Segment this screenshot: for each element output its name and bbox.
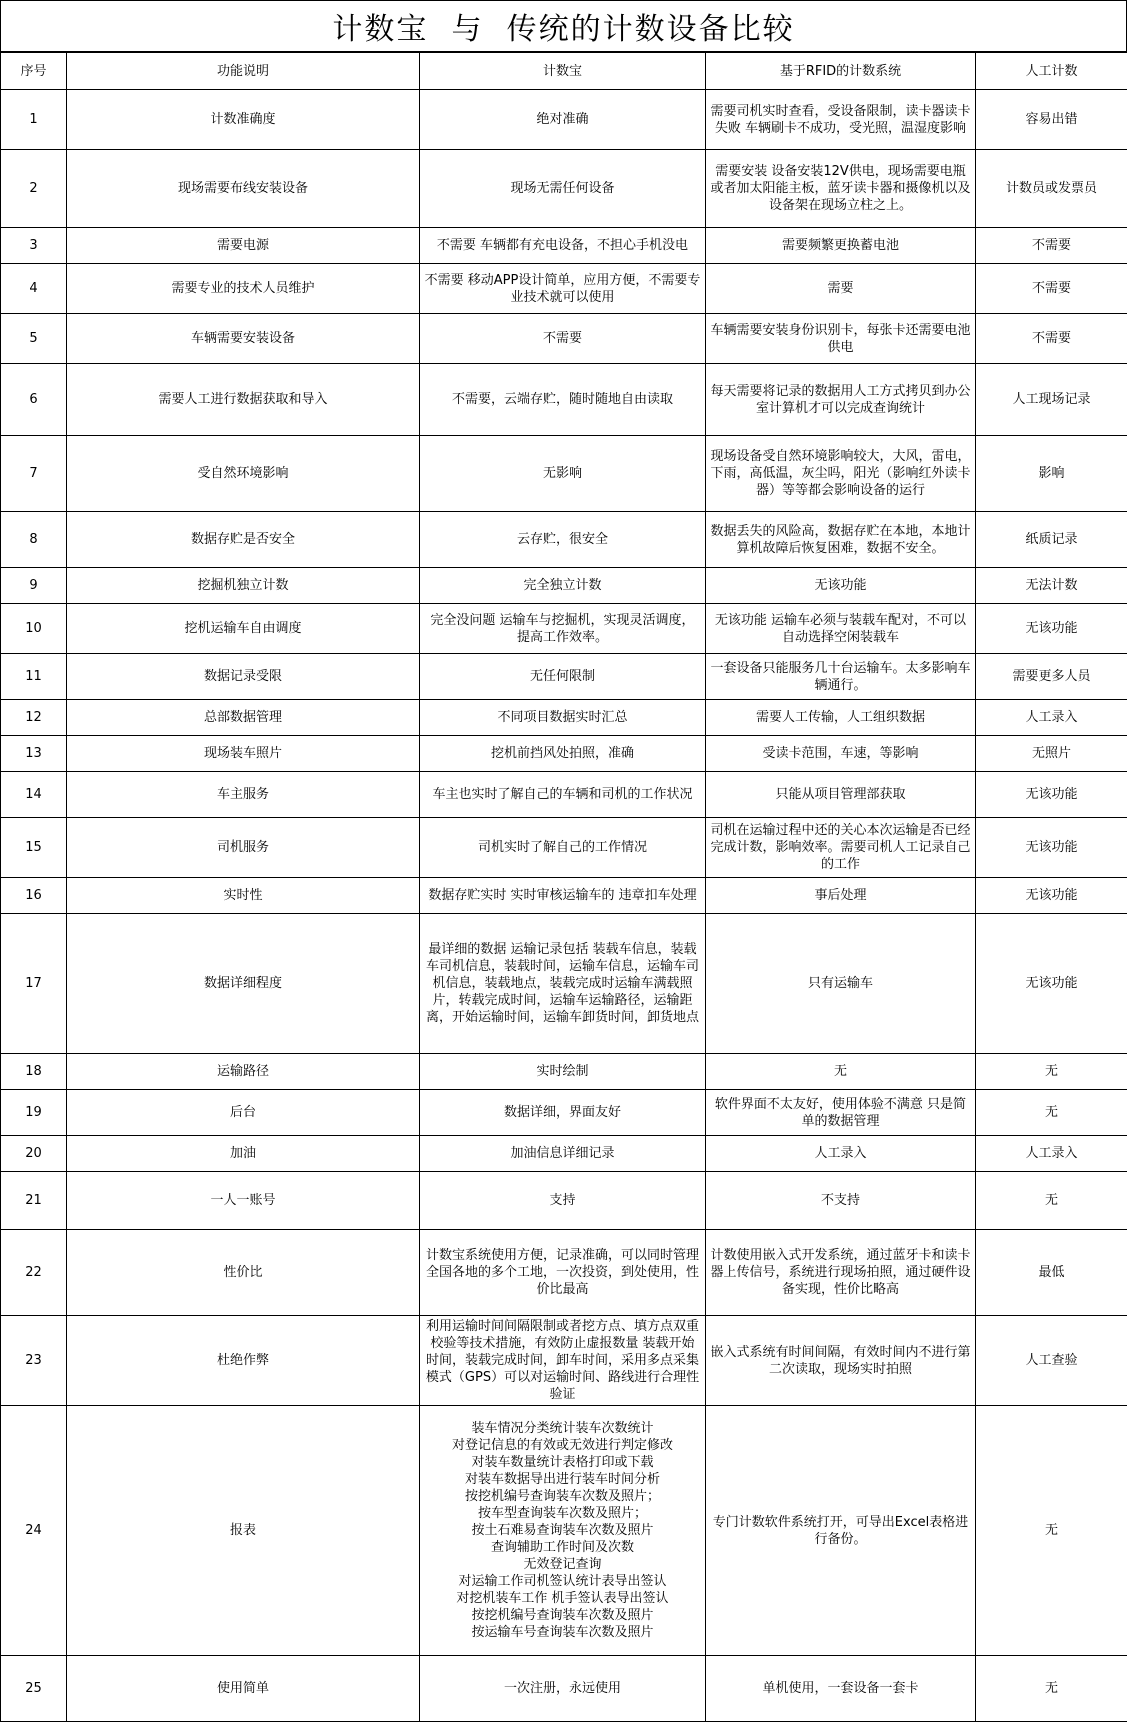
cell-manual: 无 bbox=[976, 1054, 1127, 1090]
cell-rfid: 需要人工传输，人工组织数据 bbox=[706, 700, 976, 736]
cell-no: 7 bbox=[1, 436, 67, 512]
cell-manual: 无该功能 bbox=[976, 878, 1127, 914]
table-row bbox=[1, 150, 1127, 228]
cell-rfid: 事后处理 bbox=[706, 878, 976, 914]
cell-rfid: 受读卡范围，车速，等影响 bbox=[706, 736, 976, 772]
cell-jishubao: 数据存贮实时 实时审核运输车的 违章扣车处理 bbox=[420, 878, 706, 914]
cell-jishubao: 不需要 移动APP设计简单，应用方便，不需要专业技术就可以使用 bbox=[420, 264, 706, 314]
cell-rfid: 软件界面不太友好，使用体验不满意 只是简单的数据管理 bbox=[706, 1090, 976, 1136]
header-row bbox=[1, 53, 1127, 90]
cell-manual: 最低 bbox=[976, 1230, 1127, 1316]
table-row bbox=[1, 1230, 1127, 1316]
cell-rfid: 只有运输车 bbox=[706, 914, 976, 1054]
cell-rfid: 车辆需要安装身份识别卡，每张卡还需要电池供电 bbox=[706, 314, 976, 364]
cell-no: 13 bbox=[1, 736, 67, 772]
cell-function: 总部数据管理 bbox=[67, 700, 420, 736]
cell-no: 23 bbox=[1, 1316, 67, 1406]
cell-function: 加油 bbox=[67, 1136, 420, 1172]
cell-jishubao: 一次注册，永远使用 bbox=[420, 1656, 706, 1722]
cell-no: 20 bbox=[1, 1136, 67, 1172]
cell-function: 计数准确度 bbox=[67, 90, 420, 150]
cell-function: 实时性 bbox=[67, 878, 420, 914]
cell-jishubao: 无任何限制 bbox=[420, 654, 706, 700]
cell-no: 2 bbox=[1, 150, 67, 228]
cell-jishubao: 数据详细，界面友好 bbox=[420, 1090, 706, 1136]
table-row bbox=[1, 314, 1127, 364]
table-row bbox=[1, 90, 1127, 150]
cell-manual: 无该功能 bbox=[976, 772, 1127, 818]
cell-manual: 人工现场记录 bbox=[976, 364, 1127, 436]
cell-no: 11 bbox=[1, 654, 67, 700]
cell-jishubao: 不同项目数据实时汇总 bbox=[420, 700, 706, 736]
cell-rfid: 单机使用，一套设备一套卡 bbox=[706, 1656, 976, 1722]
cell-jishubao: 挖机前挡风处拍照，准确 bbox=[420, 736, 706, 772]
cell-rfid: 计数使用嵌入式开发系统，通过蓝牙卡和读卡器上传信号，系统进行现场拍照，通过硬件设备实现，性价比略高 bbox=[706, 1230, 976, 1316]
cell-function: 需要专业的技术人员维护 bbox=[67, 264, 420, 314]
cell-function: 数据记录受限 bbox=[67, 654, 420, 700]
cell-function: 数据详细程度 bbox=[67, 914, 420, 1054]
table-row bbox=[1, 1316, 1127, 1406]
cell-no: 14 bbox=[1, 772, 67, 818]
page-title: 计数宝 与 传统的计数设备比较 bbox=[0, 0, 1127, 52]
cell-no: 16 bbox=[1, 878, 67, 914]
table-row bbox=[1, 772, 1127, 818]
header-jishubao: 计数宝 bbox=[420, 53, 706, 90]
cell-manual: 无 bbox=[976, 1406, 1127, 1656]
cell-function: 数据存贮是否安全 bbox=[67, 512, 420, 568]
cell-rfid: 每天需要将记录的数据用人工方式拷贝到办公室计算机才可以完成查询统计 bbox=[706, 364, 976, 436]
cell-manual: 人工录入 bbox=[976, 1136, 1127, 1172]
cell-no: 17 bbox=[1, 914, 67, 1054]
cell-rfid: 人工录入 bbox=[706, 1136, 976, 1172]
table-row bbox=[1, 1656, 1127, 1722]
cell-manual: 需要更多人员 bbox=[976, 654, 1127, 700]
cell-manual: 不需要 bbox=[976, 314, 1127, 364]
cell-jishubao: 加油信息详细记录 bbox=[420, 1136, 706, 1172]
cell-manual: 不需要 bbox=[976, 228, 1127, 264]
cell-manual: 影响 bbox=[976, 436, 1127, 512]
cell-function: 运输路径 bbox=[67, 1054, 420, 1090]
table-row bbox=[1, 1054, 1127, 1090]
cell-rfid: 现场设备受自然环境影响较大，大风，雷电，下雨，高低温，灰尘吗，阳光（影响红外读卡器）等等都会影响设备的运行 bbox=[706, 436, 976, 512]
table-row bbox=[1, 736, 1127, 772]
cell-rfid: 无 bbox=[706, 1054, 976, 1090]
cell-function: 需要人工进行数据获取和导入 bbox=[67, 364, 420, 436]
cell-jishubao: 装车情况分类统计装车次数统计 对登记信息的有效或无效进行判定修改 对装车数量统计表格打印或下载 对装车数据导出进行装车时间分析 按挖机编号查询装车次数及照片； 按车型查询装车次数及照片； 按土石难易查询装车次数及照片 查询辅助工作时间及次数 无效登记查询 对运输工作司机签认统计表导出签认 对挖机装车工作 机手签认表导出签认 按挖机编号查询装车次数及照片 按运输车号查询装车次数及照片 bbox=[420, 1406, 706, 1656]
cell-jishubao: 最详细的数据 运输记录包括 装载车信息，装载车司机信息，装载时间，运输车信息，运输车司机信息，装载地点，装载完成时运输车满载照片，转载完成时间，运输车运输路径，运输距离，开始运输时间，运输车卸货时间，卸货地点 bbox=[420, 914, 706, 1054]
cell-jishubao: 计数宝系统使用方便，记录准确，可以同时管理全国各地的多个工地，一次投资，到处使用，性价比最高 bbox=[420, 1230, 706, 1316]
cell-jishubao: 实时绘制 bbox=[420, 1054, 706, 1090]
table-row bbox=[1, 512, 1127, 568]
cell-rfid: 不支持 bbox=[706, 1172, 976, 1230]
table-row bbox=[1, 364, 1127, 436]
table-row bbox=[1, 1136, 1127, 1172]
cell-no: 22 bbox=[1, 1230, 67, 1316]
cell-rfid: 需要频繁更换蓄电池 bbox=[706, 228, 976, 264]
table-row bbox=[1, 1090, 1127, 1136]
cell-function: 挖掘机独立计数 bbox=[67, 568, 420, 604]
cell-no: 10 bbox=[1, 604, 67, 654]
cell-function: 性价比 bbox=[67, 1230, 420, 1316]
cell-jishubao: 车主也实时了解自己的车辆和司机的工作状况 bbox=[420, 772, 706, 818]
cell-jishubao: 不需要 车辆都有充电设备，不担心手机没电 bbox=[420, 228, 706, 264]
table-row bbox=[1, 654, 1127, 700]
cell-rfid: 只能从项目管理部获取 bbox=[706, 772, 976, 818]
cell-function: 挖机运输车自由调度 bbox=[67, 604, 420, 654]
cell-rfid: 司机在运输过程中还的关心本次运输是否已经完成计数，影响效率。需要司机人工记录自己的工作 bbox=[706, 818, 976, 878]
cell-function: 使用简单 bbox=[67, 1656, 420, 1722]
cell-function: 车主服务 bbox=[67, 772, 420, 818]
cell-no: 8 bbox=[1, 512, 67, 568]
table-row bbox=[1, 264, 1127, 314]
table-row bbox=[1, 700, 1127, 736]
cell-rfid: 无该功能 运输车必须与装载车配对，不可以自动选择空闲装载车 bbox=[706, 604, 976, 654]
cell-function: 现场需要布线安装设备 bbox=[67, 150, 420, 228]
cell-jishubao: 现场无需任何设备 bbox=[420, 150, 706, 228]
cell-no: 6 bbox=[1, 364, 67, 436]
cell-rfid: 专门计数软件系统打开，可导出Excel表格进行备份。 bbox=[706, 1406, 976, 1656]
table-row bbox=[1, 1406, 1127, 1656]
cell-rfid: 数据丢失的风险高，数据存贮在本地，本地计算机故障后恢复困难，数据不安全。 bbox=[706, 512, 976, 568]
cell-jishubao: 云存贮，很安全 bbox=[420, 512, 706, 568]
cell-jishubao: 无影响 bbox=[420, 436, 706, 512]
cell-no: 5 bbox=[1, 314, 67, 364]
cell-rfid: 一套设备只能服务几十台运输车。太多影响车辆通行。 bbox=[706, 654, 976, 700]
header-no: 序号 bbox=[1, 53, 67, 90]
table-row bbox=[1, 228, 1127, 264]
cell-rfid: 需要 bbox=[706, 264, 976, 314]
cell-manual: 无该功能 bbox=[976, 818, 1127, 878]
cell-manual: 无该功能 bbox=[976, 604, 1127, 654]
cell-manual: 无 bbox=[976, 1656, 1127, 1722]
cell-rfid: 需要安装 设备安装12V供电，现场需要电瓶或者加太阳能主板，蓝牙读卡器和摄像机以及设备架在现场立柱之上。 bbox=[706, 150, 976, 228]
cell-function: 报表 bbox=[67, 1406, 420, 1656]
cell-no: 15 bbox=[1, 818, 67, 878]
cell-manual: 人工录入 bbox=[976, 700, 1127, 736]
cell-jishubao: 不需要，云端存贮，随时随地自由读取 bbox=[420, 364, 706, 436]
cell-no: 25 bbox=[1, 1656, 67, 1722]
table-row bbox=[1, 914, 1127, 1054]
cell-jishubao: 绝对准确 bbox=[420, 90, 706, 150]
cell-jishubao: 不需要 bbox=[420, 314, 706, 364]
cell-no: 19 bbox=[1, 1090, 67, 1136]
cell-manual: 计数员或发票员 bbox=[976, 150, 1127, 228]
cell-rfid: 无该功能 bbox=[706, 568, 976, 604]
comparison-table bbox=[0, 52, 1127, 1722]
cell-function: 现场装车照片 bbox=[67, 736, 420, 772]
cell-function: 车辆需要安装设备 bbox=[67, 314, 420, 364]
cell-no: 21 bbox=[1, 1172, 67, 1230]
cell-function: 司机服务 bbox=[67, 818, 420, 878]
table-row bbox=[1, 568, 1127, 604]
header-function: 功能说明 bbox=[67, 53, 420, 90]
cell-jishubao: 完全独立计数 bbox=[420, 568, 706, 604]
cell-no: 24 bbox=[1, 1406, 67, 1656]
cell-no: 18 bbox=[1, 1054, 67, 1090]
cell-manual: 无法计数 bbox=[976, 568, 1127, 604]
cell-jishubao: 司机实时了解自己的工作情况 bbox=[420, 818, 706, 878]
table-row bbox=[1, 1172, 1127, 1230]
cell-function: 需要电源 bbox=[67, 228, 420, 264]
cell-manual: 无照片 bbox=[976, 736, 1127, 772]
cell-function: 杜绝作弊 bbox=[67, 1316, 420, 1406]
table-row bbox=[1, 878, 1127, 914]
cell-jishubao: 完全没问题 运输车与挖掘机，实现灵活调度，提高工作效率。 bbox=[420, 604, 706, 654]
cell-no: 1 bbox=[1, 90, 67, 150]
cell-manual: 无 bbox=[976, 1090, 1127, 1136]
cell-no: 9 bbox=[1, 568, 67, 604]
cell-manual: 无该功能 bbox=[976, 914, 1127, 1054]
cell-no: 3 bbox=[1, 228, 67, 264]
cell-manual: 无 bbox=[976, 1172, 1127, 1230]
cell-function: 一人一账号 bbox=[67, 1172, 420, 1230]
table-row bbox=[1, 604, 1127, 654]
cell-rfid: 嵌入式系统有时间间隔，有效时间内不进行第二次读取，现场实时拍照 bbox=[706, 1316, 976, 1406]
cell-jishubao: 利用运输时间间隔限制或者挖方点、填方点双重校验等技术措施，有效防止虚报数量 装载开始时间，装载完成时间，卸车时间，采用多点采集模式（GPS）可以对运输时间、路线进行合理性验证 bbox=[420, 1316, 706, 1406]
cell-function: 后台 bbox=[67, 1090, 420, 1136]
cell-manual: 纸质记录 bbox=[976, 512, 1127, 568]
cell-rfid: 需要司机实时查看，受设备限制，读卡器读卡失败 车辆刷卡不成功，受光照，温湿度影响 bbox=[706, 90, 976, 150]
cell-manual: 人工查验 bbox=[976, 1316, 1127, 1406]
cell-jishubao: 支持 bbox=[420, 1172, 706, 1230]
cell-no: 12 bbox=[1, 700, 67, 736]
cell-manual: 不需要 bbox=[976, 264, 1127, 314]
cell-manual: 容易出错 bbox=[976, 90, 1127, 150]
header-rfid: 基于RFID的计数系统 bbox=[706, 53, 976, 90]
table-row bbox=[1, 436, 1127, 512]
cell-no: 4 bbox=[1, 264, 67, 314]
table-row bbox=[1, 818, 1127, 878]
header-manual: 人工计数 bbox=[976, 53, 1127, 90]
cell-function: 受自然环境影响 bbox=[67, 436, 420, 512]
